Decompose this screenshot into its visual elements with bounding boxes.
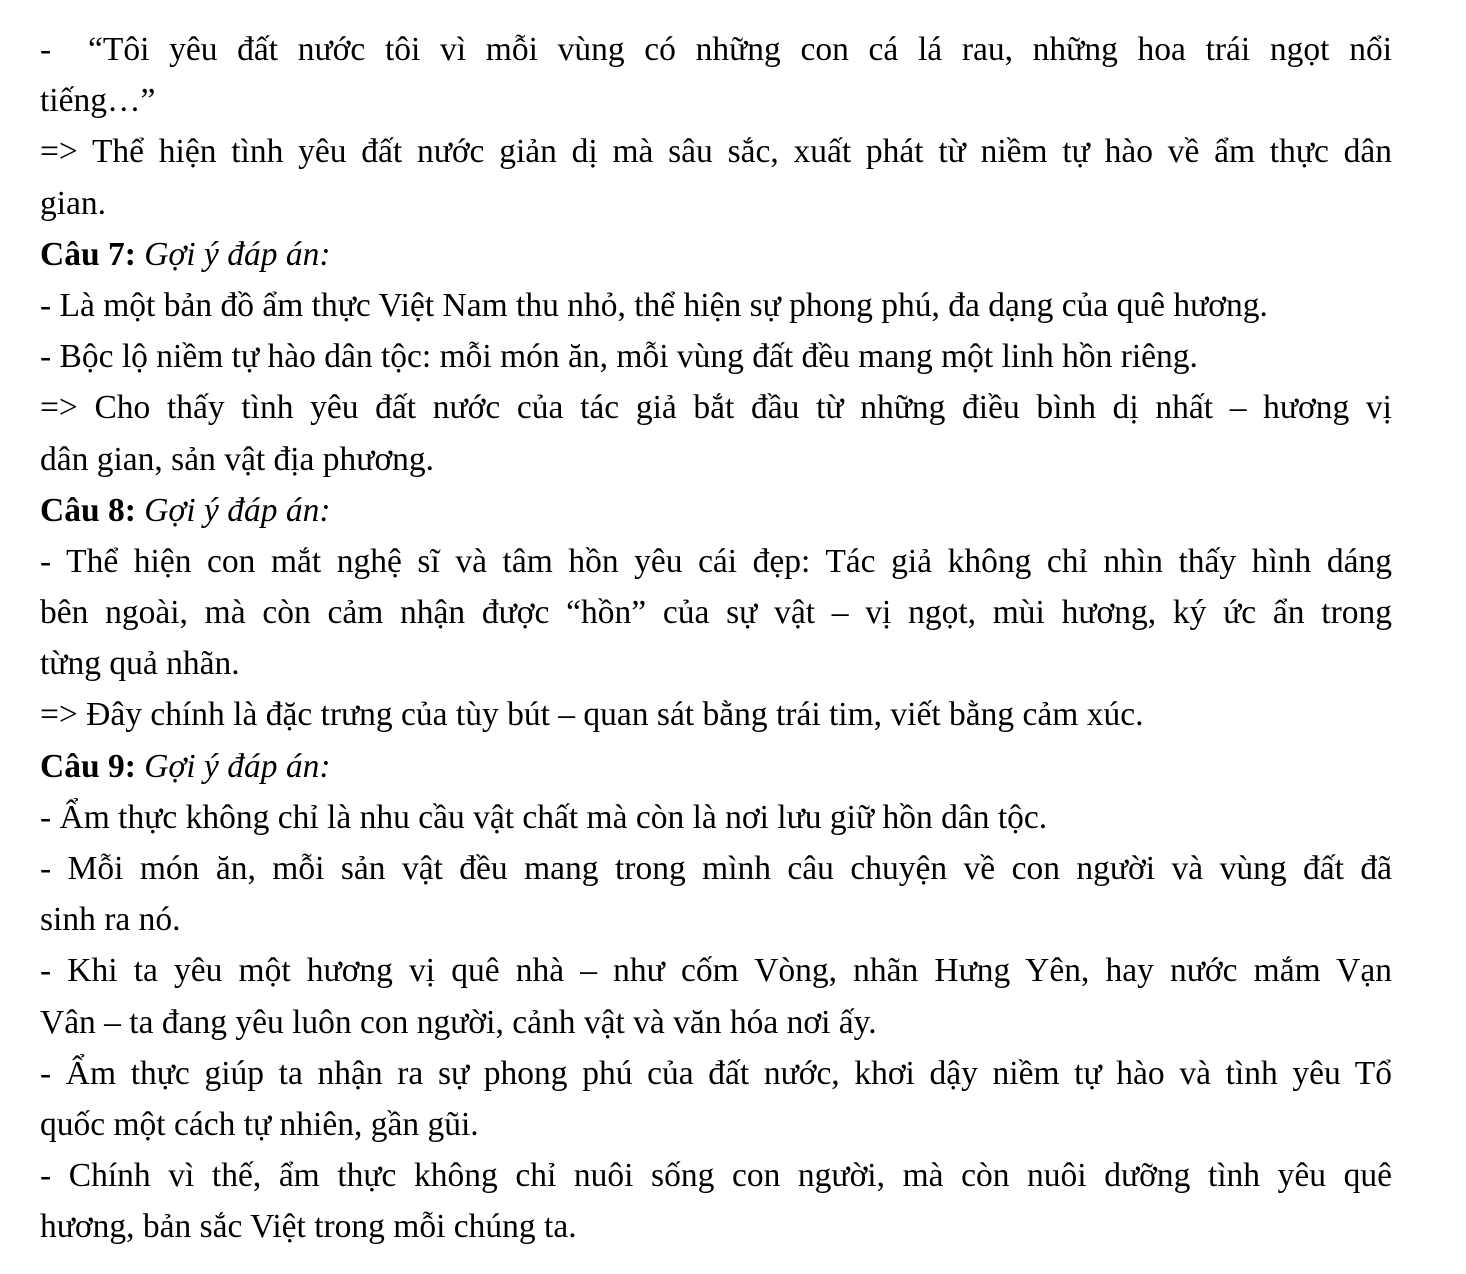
text-line: - Ẩm thực giúp ta nhận ra sự phong phú của đất nước, khơi dậy niềm tự hào và tình yêu Tổ — [40, 1054, 1392, 1092]
text-line: hương, bản sắc Việt trong mỗi chúng ta. — [40, 1208, 577, 1246]
answer-hint: Gợi ý đáp án: — [135, 491, 331, 529]
text-line: gian. — [40, 184, 107, 222]
text-line: tiếng…” — [40, 82, 156, 120]
quote-text: “Tôi yêu đất nước tôi vì mỗi vùng có những con cá lá rau, những hoa trái ngọt nổi — [88, 31, 1392, 68]
text-line: - Ẩm thực không chỉ là nhu cầu vật chất mà còn là nơi lưu giữ hồn dân tộc. — [40, 798, 1048, 836]
question-heading-7 — [40, 229, 1392, 280]
text-line: => Thể hiện tình yêu đất nước giản dị mà sâu sắc, xuất phát từ niềm tự hào về ẩm thực dân — [40, 133, 1392, 171]
text-line: Vân – ta đang yêu luôn con người, cảnh vật và văn hóa nơi ấy. — [40, 1003, 877, 1041]
dash-bullet: - — [40, 31, 52, 68]
text-line: - Khi ta yêu một hương vị quê nhà – như cốm Vòng, nhãn Hưng Yên, hay nước mắm Vạn — [40, 952, 1392, 990]
text-line: sinh ra nó. — [40, 901, 181, 939]
question-heading-8 — [40, 485, 1392, 536]
question-label: Câu 7: — [40, 235, 136, 273]
text-line: => Đây chính là đặc trưng của tùy bút – quan sát bằng trái tim, viết bằng cảm xúc. — [40, 696, 1144, 734]
text-line: dân gian, sản vật địa phương. — [40, 440, 435, 478]
text-line: quốc một cách tự nhiên, gần gũi. — [40, 1105, 479, 1143]
text-line: - Thể hiện con mắt nghệ sĩ và tâm hồn yêu cái đẹp: Tác giả không chỉ nhìn thấy hình dáng — [40, 542, 1392, 580]
question-label: Câu 8: — [40, 491, 136, 529]
question-label: Câu 9: — [40, 747, 136, 785]
text-line: - Chính vì thế, ẩm thực không chỉ nuôi sống con người, mà còn nuôi dưỡng tình yêu quê — [40, 1157, 1392, 1195]
text-line: => Cho thấy tình yêu đất nước của tác giả bắt đầu từ những điều bình dị nhất – hương vị — [40, 389, 1392, 427]
question-heading-9 — [40, 741, 1392, 792]
text-line — [40, 24, 1392, 75]
text-line: - Mỗi món ăn, mỗi sản vật đều mang trong mình câu chuyện về con người và vùng đất đã — [40, 850, 1392, 887]
text-line: - Là một bản đồ ẩm thực Việt Nam thu nhỏ, thể hiện sự phong phú, đa dạng của quê hương. — [40, 286, 1268, 324]
document-page — [40, 0, 1392, 1253]
text-line: - Bộc lộ niềm tự hào dân tộc: mỗi món ăn, mỗi vùng đất đều mang một linh hồn riêng. — [40, 338, 1198, 376]
answer-hint: Gợi ý đáp án: — [135, 235, 331, 273]
answer-hint: Gợi ý đáp án: — [135, 747, 331, 785]
text-line: từng quả nhãn. — [40, 645, 240, 683]
text-line: bên ngoài, mà còn cảm nhận được “hồn” của sự vật – vị ngọt, mùi hương, ký ức ẩn trong — [40, 594, 1392, 632]
